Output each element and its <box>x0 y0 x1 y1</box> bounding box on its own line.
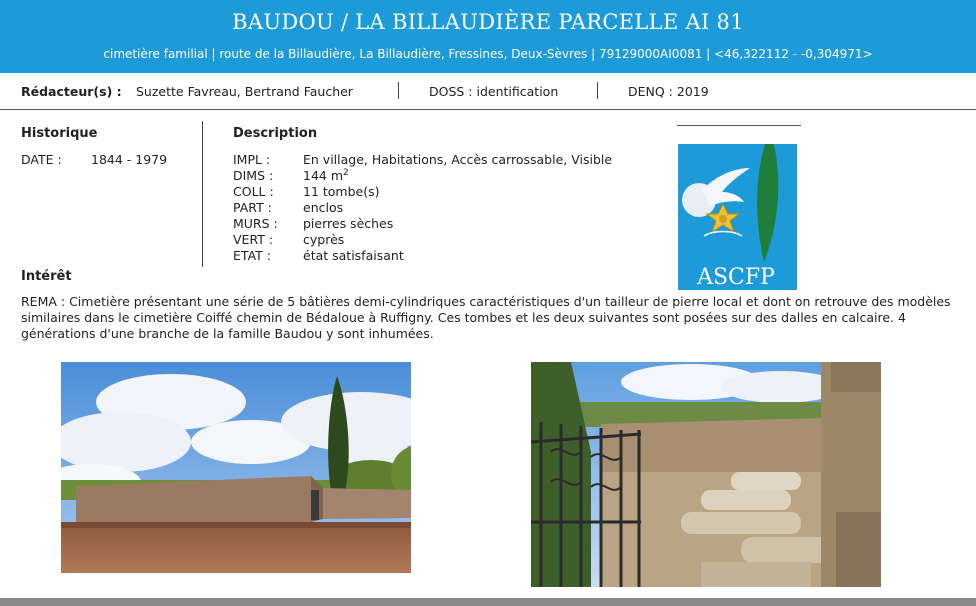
dims-value-wrap <box>303 168 349 183</box>
description-heading: Description <box>233 126 318 141</box>
page-header <box>0 0 976 73</box>
logo-text: ASCFP <box>697 265 775 290</box>
murs-label: MURS : <box>233 216 278 231</box>
date-label: DATE : <box>21 152 62 167</box>
historique-heading: Historique <box>21 126 98 141</box>
vert-value: cyprès <box>303 232 345 247</box>
page-title: BAUDOU / LA BILLAUDIÈRE PARCELLE AI 81 <box>232 10 744 34</box>
page-footer-bar <box>0 598 976 606</box>
dims-label: DIMS : <box>233 168 274 183</box>
doss-value: DOSS : identification <box>429 84 559 99</box>
interet-heading: Intérêt <box>21 269 72 284</box>
etat-label: ETAT : <box>233 248 271 263</box>
divider <box>398 82 399 99</box>
coll-label: COLL : <box>233 184 274 199</box>
authors-bar <box>0 73 976 110</box>
page-subtitle: cimetière familial | route de la Billaudière, La Billaudière, Fressines, Deux-Sèvres | 79129000AI0081 | <46,322112 - -0,304971> <box>103 47 873 61</box>
redacteurs-label: Rédacteur(s) : <box>21 84 122 99</box>
etat-value: état satisfaisant <box>303 248 404 263</box>
dims-unit-sup: 2 <box>343 168 349 178</box>
denq-value: DENQ : 2019 <box>628 84 709 99</box>
column-divider <box>202 121 203 267</box>
cemetery-tombs-photo <box>531 362 881 587</box>
murs-value: pierres sèches <box>303 216 394 231</box>
impl-label: IMPL : <box>233 152 271 167</box>
part-value: enclos <box>303 200 344 215</box>
part-label: PART : <box>233 200 272 215</box>
ascfp-logo <box>678 144 797 290</box>
redacteurs-value: Suzette Favreau, Bertrand Faucher <box>136 84 353 99</box>
dims-value: 144 m <box>303 168 344 184</box>
impl-value: En village, Habitations, Accès carrossable, Visible <box>303 152 613 167</box>
date-value: 1844 - 1979 <box>91 152 168 167</box>
cemetery-enclosure-photo <box>61 362 411 573</box>
vert-label: VERT : <box>233 232 274 247</box>
coll-value: 11 tombe(s) <box>303 184 380 199</box>
divider <box>597 82 598 99</box>
logo-top-rule <box>677 125 801 126</box>
rema-paragraph: REMA : Cimetière présentant une série de 5 bâtières demi-cylindriques caractéristiques d'un tailleur de pierre local et dont on retrouve des modèles similaires dans le cimetière Coiffé chemin de Bédaloue à Ruffigny. Ces tombes et les deux suivantes sont posées sur des dalles en calcaire. 4 générations d'une branche de la famille Baudou y sont inhumées. <box>21 294 951 341</box>
